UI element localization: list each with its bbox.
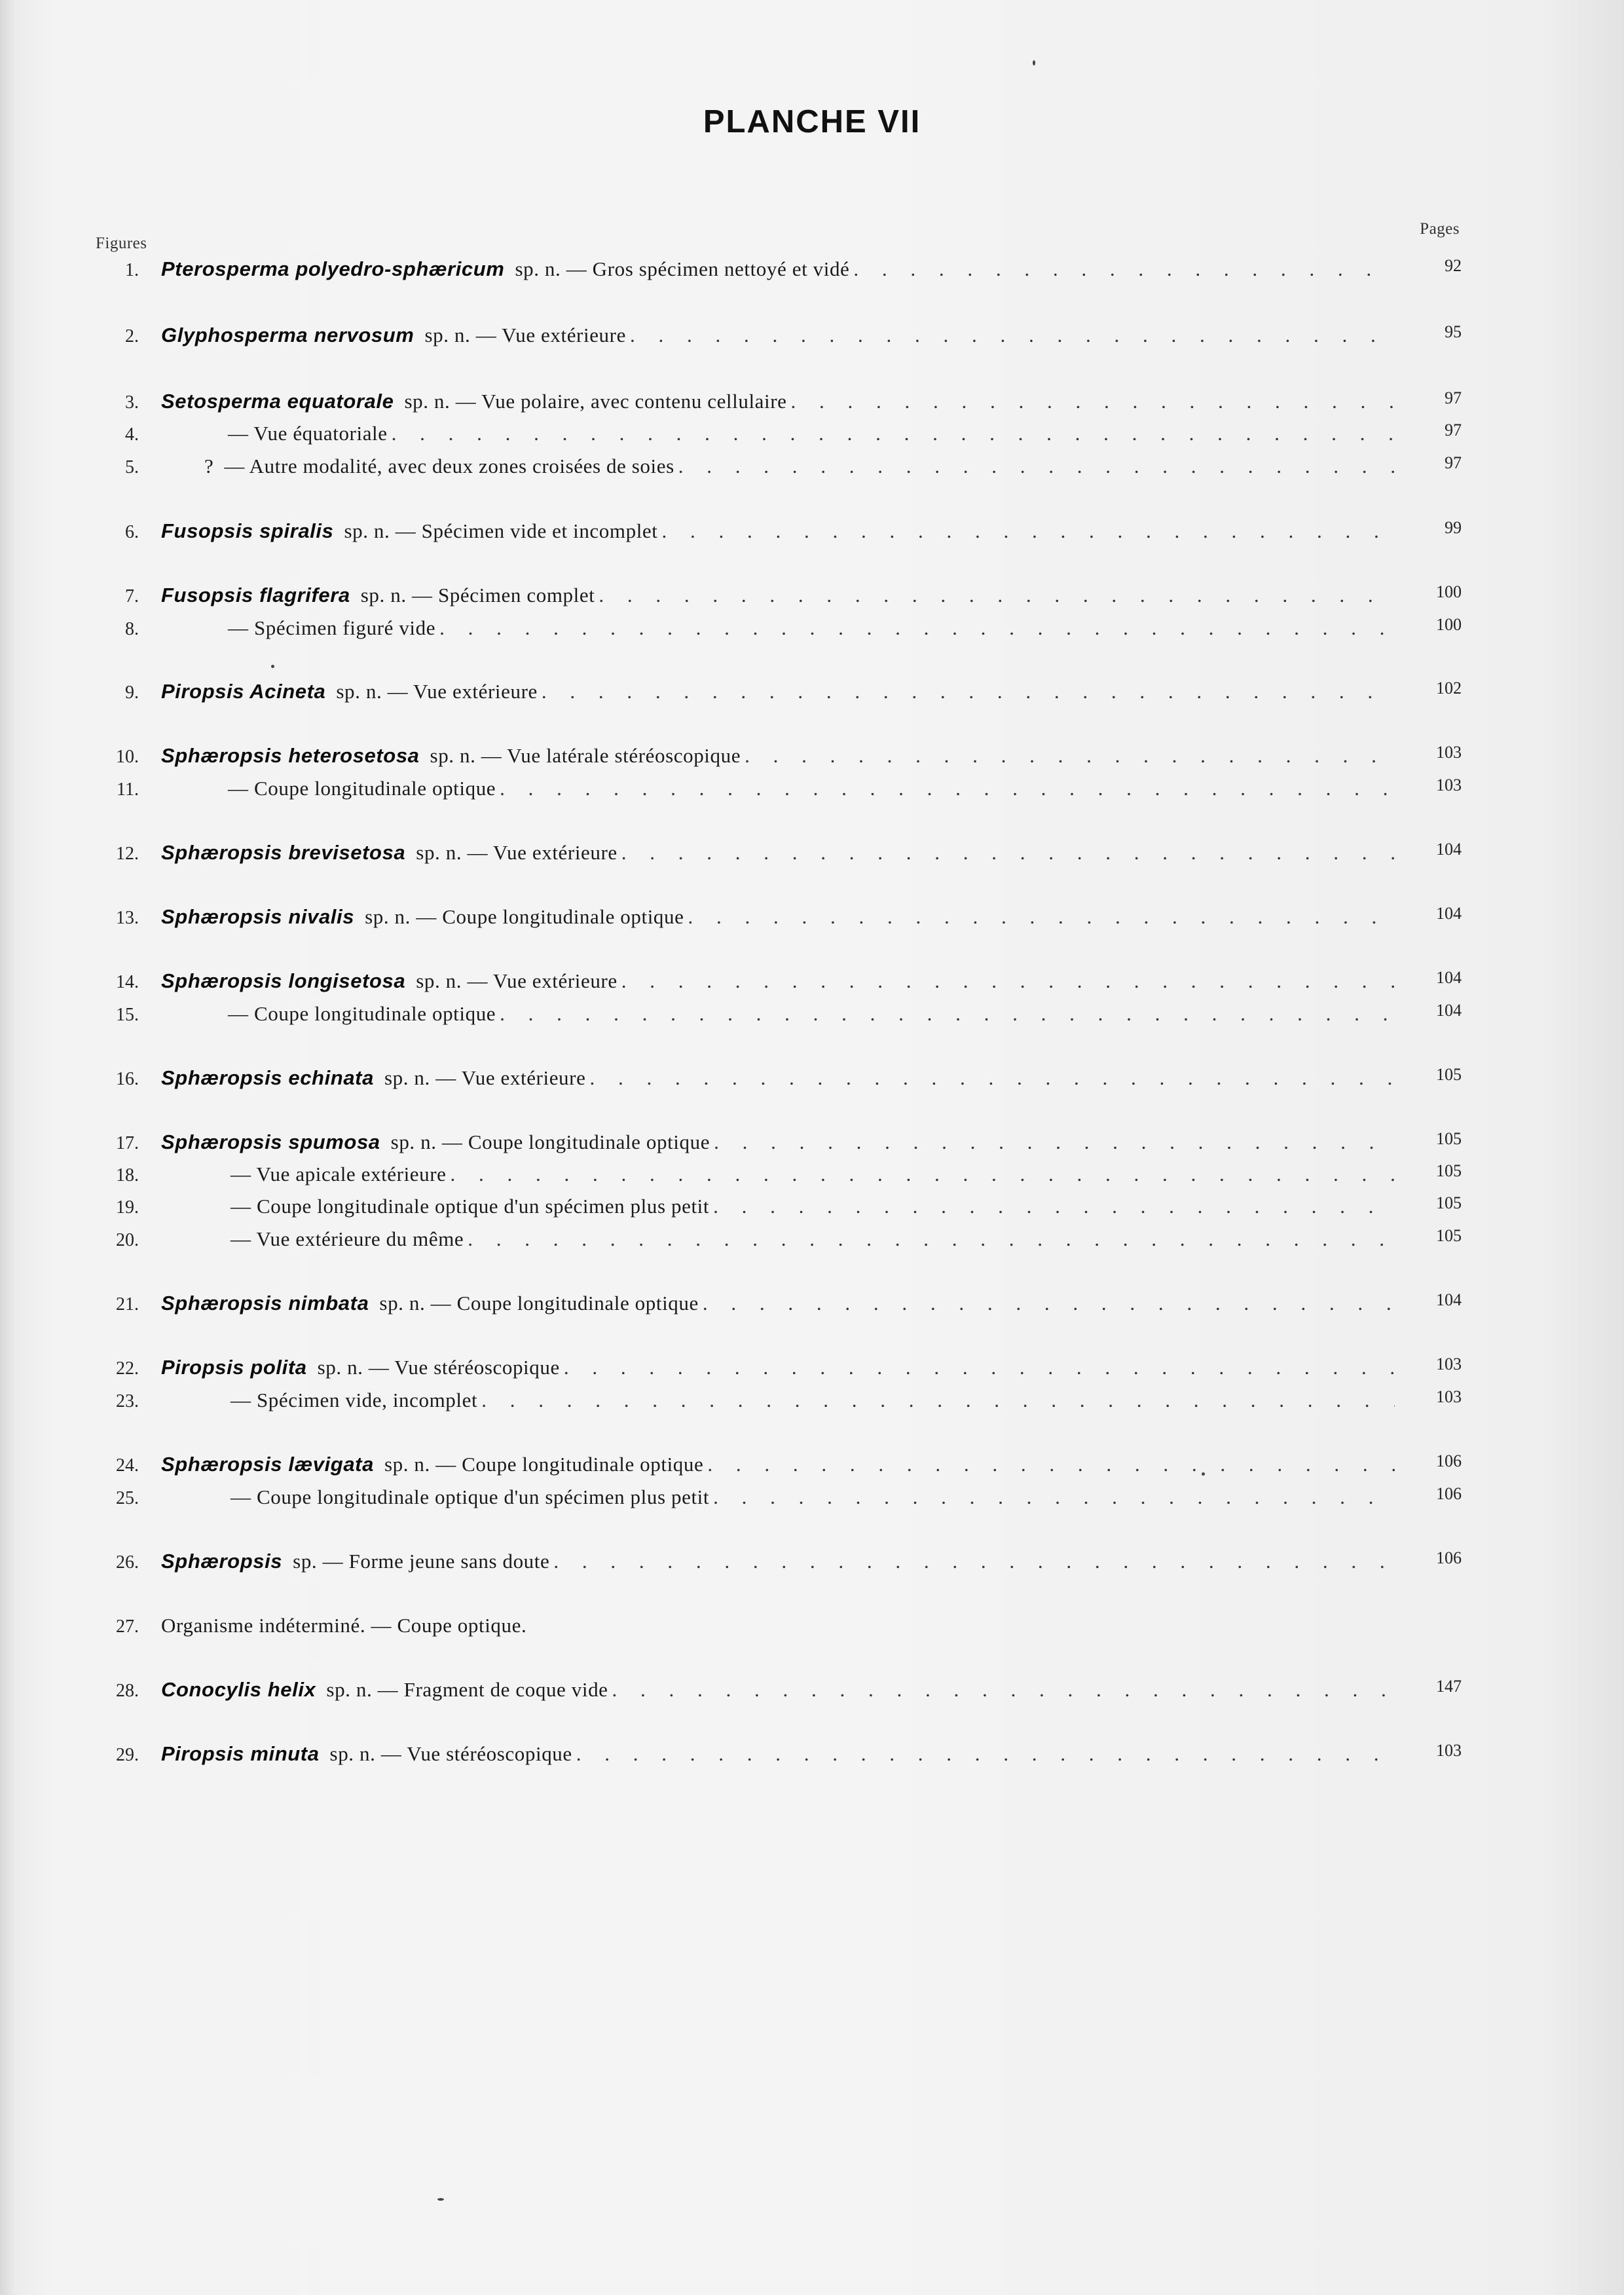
- dot-leader: [688, 905, 1395, 929]
- dot-leader: [713, 1485, 1395, 1509]
- figure-entry: [0, 1124, 1624, 1159]
- figure-entry: [0, 996, 1624, 1031]
- print-speck: [271, 665, 274, 668]
- figure-description: — Spécimen figuré vide: [228, 616, 436, 639]
- dot-leader: [853, 257, 1395, 281]
- page-number: 147: [1436, 1677, 1462, 1696]
- figure-entry: [0, 1285, 1624, 1320]
- page-number: 103: [1436, 743, 1462, 762]
- species-name: Glyphosperma nervosum: [161, 324, 415, 346]
- figure-number: 18.: [116, 1165, 139, 1185]
- figure-entry: [0, 1607, 1624, 1643]
- figure-number: 11.: [117, 779, 139, 800]
- page-number: 104: [1436, 1290, 1462, 1309]
- figure-entry: [0, 673, 1624, 709]
- dot-leader: [599, 584, 1395, 607]
- species-name: Piropsis Acineta: [161, 680, 326, 703]
- figure-entry: [0, 1382, 1624, 1417]
- dot-leader: [500, 777, 1395, 800]
- figure-number: 3.: [125, 392, 139, 413]
- print-speck: [1033, 60, 1035, 65]
- figure-number: 14.: [116, 972, 139, 992]
- dot-leader: [713, 1195, 1395, 1218]
- figure-entry: [0, 834, 1624, 870]
- figure-entry: [0, 1736, 1624, 1771]
- figures-column-header: Figures: [96, 234, 147, 252]
- figure-entry: [0, 1221, 1624, 1256]
- figure-entry: [0, 737, 1624, 773]
- dot-leader: [468, 1227, 1395, 1251]
- figure-description: sp. n. — Coupe longitudinale optique: [365, 905, 684, 928]
- dot-leader: [481, 1389, 1395, 1412]
- figure-description: sp. n. — Vue extérieure: [384, 1066, 586, 1089]
- dot-leader: [707, 1453, 1395, 1476]
- figure-description: — Coupe longitudinale optique d'un spécimen plus petit: [231, 1195, 710, 1218]
- page-number: 105: [1436, 1161, 1462, 1180]
- figure-description: — Spécimen vide, incomplet: [231, 1389, 478, 1411]
- figure-entry: [0, 1543, 1624, 1578]
- figure-entry: [0, 770, 1624, 806]
- page-number: 99: [1445, 518, 1462, 537]
- species-name: Sphæropsis heterosetosa: [161, 744, 420, 767]
- figure-description: sp. n. — Vue polaire, avec contenu cellulaire: [404, 390, 787, 413]
- dot-leader: [621, 969, 1395, 993]
- figure-description: — Vue extérieure du même: [231, 1227, 464, 1250]
- figure-entry: [0, 317, 1624, 352]
- page-number: 103: [1436, 1387, 1462, 1406]
- dot-leader: [612, 1678, 1395, 1702]
- figure-entry: [0, 1349, 1624, 1385]
- figure-number: 10.: [116, 747, 139, 767]
- dot-leader: [392, 422, 1395, 445]
- page-number: 106: [1436, 1451, 1462, 1470]
- page-number: 105: [1436, 1193, 1462, 1212]
- figure-number: 1.: [125, 260, 139, 280]
- figure-number: 19.: [116, 1197, 139, 1218]
- figure-number: 7.: [125, 586, 139, 606]
- page-number: 103: [1436, 775, 1462, 794]
- page-number: 105: [1436, 1129, 1462, 1148]
- page-number: 105: [1436, 1226, 1462, 1245]
- figure-description: — Coupe longitudinale optique: [228, 777, 496, 800]
- dot-leader: [791, 390, 1395, 413]
- figure-number: 16.: [116, 1069, 139, 1089]
- dot-leader: [542, 680, 1395, 703]
- figure-entry: [0, 513, 1624, 548]
- figure-number: 26.: [116, 1552, 139, 1573]
- figure-description: sp. n. — Spécimen complet: [360, 584, 595, 606]
- figure-description: sp. n. — Vue extérieure: [416, 969, 618, 992]
- species-name: Sphæropsis nimbata: [161, 1292, 369, 1315]
- figure-number: 22.: [116, 1358, 139, 1379]
- figure-description: sp. n. — Fragment de coque vide: [326, 1678, 608, 1701]
- page-number: 95: [1445, 322, 1462, 341]
- figure-description: sp. n. — Vue stéréoscopique: [317, 1356, 560, 1379]
- figure-number: 29.: [116, 1745, 139, 1765]
- dot-leader: [661, 519, 1395, 543]
- figure-number: 27.: [116, 1616, 139, 1637]
- figure-entry: [0, 383, 1624, 419]
- figure-number: 15.: [116, 1005, 139, 1025]
- page-number: 100: [1436, 582, 1462, 601]
- figure-description: sp. n. — Vue extérieure: [416, 841, 618, 864]
- figure-entry: [0, 1188, 1624, 1223]
- figure-number: 2.: [125, 326, 139, 346]
- figure-description: sp. n. — Spécimen vide et incomplet: [344, 519, 658, 542]
- pages-column-header: Pages: [1420, 220, 1460, 238]
- figure-entry: [0, 963, 1624, 998]
- figure-number: 12.: [116, 844, 139, 864]
- page-number: 102: [1436, 679, 1462, 698]
- page-number: 97: [1445, 420, 1462, 439]
- page-title: PLANCHE VII: [703, 104, 921, 140]
- page-number: 104: [1436, 1001, 1462, 1020]
- figure-description: — Coupe longitudinale optique d'un spécimen plus petit: [231, 1485, 710, 1508]
- dot-leader: [745, 744, 1395, 768]
- page-number: 104: [1436, 904, 1462, 923]
- dot-leader: [451, 1163, 1395, 1186]
- figure-description: — Autre modalité, avec deux zones croisées de soies: [224, 455, 674, 477]
- figure-number: 9.: [125, 682, 139, 703]
- figure-entry: [0, 251, 1624, 286]
- figure-entry: [0, 1479, 1624, 1514]
- page-number: 106: [1436, 1548, 1462, 1567]
- figure-description: sp. n. — Vue latérale stéréoscopique: [430, 744, 741, 767]
- species-name: Sphæropsis brevisetosa: [161, 841, 406, 864]
- figure-number: 17.: [116, 1133, 139, 1153]
- page-number: 103: [1436, 1741, 1462, 1760]
- dot-leader: [630, 324, 1395, 347]
- species-name: Sphæropsis lævigata: [161, 1453, 374, 1476]
- species-name: Fusopsis flagrifera: [161, 584, 350, 606]
- species-name: Sphæropsis nivalis: [161, 905, 355, 928]
- dot-leader: [500, 1002, 1395, 1026]
- figure-number: 13.: [116, 908, 139, 928]
- dot-leader: [678, 455, 1395, 478]
- species-name: Sphæropsis: [161, 1550, 283, 1573]
- figure-number: 25.: [116, 1488, 139, 1508]
- figure-description: sp. — Forme jeune sans doute: [293, 1550, 550, 1573]
- figure-description: sp. n. — Gros spécimen nettoyé et vidé: [515, 257, 850, 280]
- page-number: 103: [1436, 1354, 1462, 1373]
- figure-number: 4.: [125, 424, 139, 445]
- figure-description: sp. n. — Vue stéréoscopique: [329, 1742, 572, 1765]
- figure-description: — Coupe longitudinale optique: [228, 1002, 496, 1025]
- dot-leader: [553, 1550, 1395, 1573]
- figure-number: 24.: [116, 1455, 139, 1476]
- page-number: 106: [1436, 1484, 1462, 1503]
- species-name: Piropsis minuta: [161, 1742, 320, 1765]
- page-number: 97: [1445, 388, 1462, 407]
- figure-entry: [0, 610, 1624, 645]
- dot-leader: [703, 1292, 1395, 1315]
- species-name: Piropsis polita: [161, 1356, 307, 1379]
- figure-number: 8.: [125, 619, 139, 639]
- figure-description: — Vue équatoriale: [228, 422, 388, 445]
- uncertainty-mark: ?: [204, 455, 214, 477]
- figure-number: 28.: [116, 1681, 139, 1701]
- figure-entry: [0, 577, 1624, 612]
- figure-description: sp. n. — Vue extérieure: [336, 680, 538, 703]
- figure-number: 20.: [116, 1230, 139, 1250]
- figure-description: sp. n. — Coupe longitudinale optique: [384, 1453, 704, 1476]
- figure-number: 5.: [125, 457, 139, 477]
- species-name: Sphæropsis echinata: [161, 1066, 374, 1089]
- species-name: Sphæropsis spumosa: [161, 1130, 380, 1153]
- figure-description: sp. n. — Coupe longitudinale optique: [379, 1292, 699, 1315]
- figure-entry: [0, 1156, 1624, 1191]
- figure-number: 23.: [116, 1391, 139, 1411]
- figure-number: 21.: [116, 1294, 139, 1315]
- page-number: 104: [1436, 968, 1462, 987]
- dot-leader: [589, 1066, 1395, 1090]
- figure-entry: [0, 899, 1624, 934]
- species-name: Pterosperma polyedro-sphæricum: [161, 257, 505, 280]
- dot-leader: [576, 1742, 1395, 1766]
- page-number: 100: [1436, 615, 1462, 634]
- figure-entry: [0, 1060, 1624, 1095]
- dot-leader: [714, 1130, 1395, 1154]
- species-name: Sphæropsis longisetosa: [161, 969, 406, 992]
- figure-description: Organisme indéterminé. — Coupe optique.: [161, 1614, 527, 1637]
- dot-leader: [621, 841, 1395, 865]
- figure-description: sp. n. — Vue extérieure: [424, 324, 626, 346]
- page-number: 104: [1436, 840, 1462, 859]
- page-number: 92: [1445, 256, 1462, 275]
- species-name: Conocylis helix: [161, 1678, 316, 1701]
- dot-leader: [564, 1356, 1395, 1379]
- dot-leader: [439, 616, 1395, 640]
- figure-description: sp. n. — Coupe longitudinale optique: [390, 1130, 710, 1153]
- figure-description: — Vue apicale extérieure: [231, 1163, 447, 1185]
- print-speck: [437, 2198, 444, 2201]
- figure-entry: [0, 415, 1624, 451]
- figure-number: 6.: [125, 522, 139, 542]
- species-name: Fusopsis spiralis: [161, 519, 334, 542]
- page-number: 97: [1445, 453, 1462, 472]
- species-name: Setosperma equatorale: [161, 390, 394, 413]
- page-number: 105: [1436, 1065, 1462, 1084]
- figure-entry: [0, 1446, 1624, 1482]
- figure-entry: [0, 1671, 1624, 1707]
- figure-entry: [0, 448, 1624, 483]
